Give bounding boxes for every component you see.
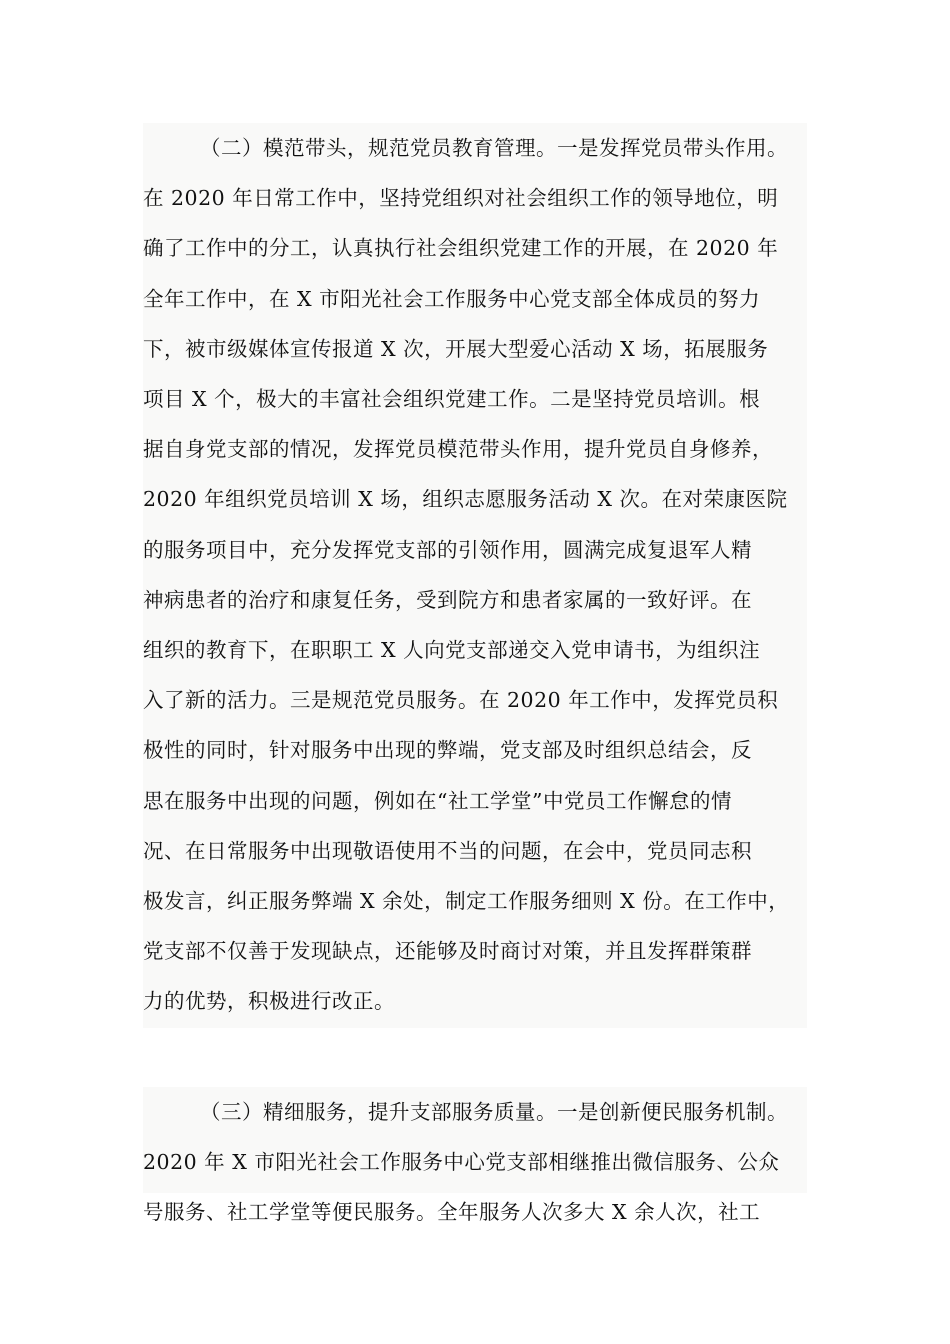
paragraph-2 (143, 123, 807, 1028)
text-line: 入了新的活力。三是规范党员服务。在 2020 年工作中，发挥党员积 (143, 688, 779, 713)
text-line: 号服务、社工学堂等便民服务。全年服务人次多大 X 余人次，社工 (143, 1200, 761, 1225)
paragraph-3 (143, 1087, 807, 1225)
text-line: 力的优势，积极进行改正。 (143, 989, 395, 1014)
text-line: 项目 X 个，极大的丰富社会组织党建工作。二是坚持党员培训。根 (143, 387, 761, 411)
text-line: 况、在日常服务中出现敬语使用不当的问题，在会中，党员同志积 (143, 838, 752, 863)
text-line: 的服务项目中，充分发挥党支部的引领作用，圆满完成复退军人精 (143, 537, 752, 562)
text-line: 据自身党支部的情况，发挥党员模范带头作用，提升党员自身修养， (143, 437, 773, 462)
text-line: 思在服务中出现的问题，例如在“社工学堂”中党员工作懈怠的情 (143, 788, 732, 813)
text-line: 下，被市级媒体宣传报道 X 次，开展大型爱心活动 X 场，拓展服务 (143, 336, 769, 361)
text-line: （二）模范带头，规范党员教育管理。一是发挥党员带头作用。 (200, 136, 788, 160)
text-line: 在 2020 年日常工作中，坚持党组织对社会组织工作的领导地位，明 (143, 186, 779, 211)
text-line: 党支部不仅善于发现缺点，还能够及时商讨对策，并且发挥群策群 (143, 939, 752, 964)
text-line: 极性的同时，针对服务中出现的弊端，党支部及时组织总结会，反 (143, 738, 752, 763)
text-line: 2020 年 X 市阳光社会工作服务中心党支部相继推出微信服务、公众 (143, 1150, 780, 1175)
text-line: 组织的教育下，在职职工 X 人向党支部递交入党申请书，为组织注 (143, 638, 761, 662)
text-line: 极发言，纠正服务弊端 X 余处，制定工作服务细则 X 份。在工作中， (143, 889, 790, 913)
text-line: 确了工作中的分工，认真执行社会组织党建工作的开展，在 2020 年 (143, 236, 779, 261)
text-line: 神病患者的治疗和康复任务，受到院方和患者家属的一致好评。在 (143, 587, 752, 612)
text-line: （三）精细服务，提升支部服务质量。一是创新便民服务机制。 (200, 1100, 788, 1124)
text-line: 2020 年组织党员培训 X 场，组织志愿服务活动 X 次。在对荣康医院 (143, 487, 788, 512)
text-line: 全年工作中，在 X 市阳光社会工作服务中心党支部全体成员的努力 (143, 286, 761, 311)
